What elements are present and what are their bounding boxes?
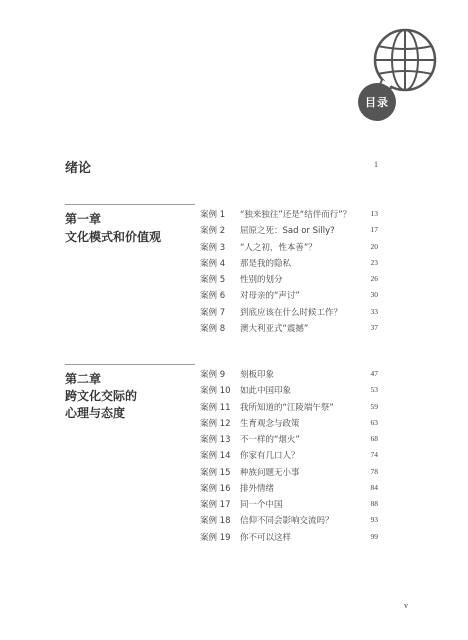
case-row[interactable] [200,255,378,271]
chapter-2-subtitle-line: 心理与态度 [65,406,126,420]
case-row[interactable] [200,447,378,463]
case-page-number: 63 [370,417,378,427]
case-title: 生育观念与政策 [240,418,300,429]
case-title: 同一个中国 [240,500,283,510]
case-title: 我所知道的“江陵端午祭” [240,402,334,413]
case-number: 案例 6 [200,291,226,302]
case-row[interactable] [200,222,378,238]
intro-title[interactable]: 绪论 [65,161,92,176]
case-row[interactable] [200,399,378,415]
case-row[interactable] [200,382,378,398]
case-title: 不一样的“烟火” [240,435,300,445]
case-page-number: 53 [370,385,378,395]
case-title: 到底应该在什么时候工作？ [240,307,343,318]
case-number: 案例 8 [200,323,226,334]
toc-badge [0,0,468,130]
case-title: 你家有几口人？ [240,451,300,462]
case-page-number: 20 [370,241,378,251]
case-number: 案例 15 [200,467,231,478]
case-page-number: 99 [370,531,378,541]
case-page-number: 93 [370,515,378,525]
case-row[interactable] [200,529,378,545]
case-row[interactable] [200,480,378,496]
case-row[interactable] [200,206,378,222]
case-title: 屈原之死：Sad or Silly? [240,226,335,237]
case-row[interactable] [200,287,378,303]
case-title: 澳大利亚式“震撼” [240,323,309,334]
case-page-number: 26 [370,274,378,283]
case-row[interactable] [200,415,378,431]
toc-label: 目录 [365,96,389,109]
case-title: 那是我的隐私 [240,258,292,269]
case-number: 案例 7 [200,307,226,318]
case-page-number: 59 [370,401,378,411]
case-row[interactable] [200,304,378,320]
chapter-1-rule [65,204,195,205]
case-title: 性别的划分 [240,275,283,285]
case-page-number: 74 [370,450,378,460]
case-title: 对母亲的“声讨” [240,291,300,302]
case-number: 案例 4 [200,258,226,269]
case-row[interactable] [200,320,378,336]
case-row[interactable] [200,431,378,447]
case-row[interactable] [200,496,378,512]
chapter-1-case-list [200,206,378,336]
case-number: 案例 17 [200,500,231,510]
case-number: 案例 19 [200,532,231,543]
footer-page-number: v [404,601,408,610]
case-number: 案例 5 [200,275,226,285]
chapter-1-subtitle [65,229,195,246]
chapter-2-case-list [200,366,378,545]
case-page-number: 68 [370,434,378,443]
case-number: 案例 10 [200,386,231,397]
chapter-1-subtitle-line: 文化模式和价值观 [65,230,162,244]
chapter-2-subtitle-line: 跨文化交际的 [65,389,138,403]
case-number: 案例 2 [200,226,226,237]
case-title: 如此中国印象 [240,386,292,397]
case-number: 案例 9 [200,370,226,380]
case-page-number: 37 [370,322,378,332]
case-page-number: 78 [370,466,378,476]
case-title: 你不可以这样 [240,532,292,543]
case-number: 案例 13 [200,435,231,445]
chapter-2-rule [65,364,195,365]
case-number: 案例 1 [200,210,226,220]
case-row[interactable] [200,366,378,382]
case-number: 案例 11 [200,402,231,413]
case-title: “独来独往”还是“结伴而行”？ [240,210,352,220]
case-title: “人之初，性本善”？ [240,242,317,253]
case-title: 刻板印象 [240,370,275,380]
case-row[interactable] [200,271,378,287]
case-number: 案例 3 [200,242,226,253]
intro-page-number: 1 [374,160,378,169]
case-page-number: 13 [370,209,378,218]
case-page-number: 30 [370,290,378,300]
case-page-number: 88 [370,499,378,508]
case-number: 案例 12 [200,418,231,429]
case-number: 案例 18 [200,516,231,527]
case-row[interactable] [200,464,378,480]
case-page-number: 17 [370,225,378,235]
case-title: 排外情绪 [240,483,275,494]
case-page-number: 47 [370,369,378,378]
case-page-number: 84 [370,482,378,492]
chapter-2-subtitle [65,388,195,422]
case-row[interactable] [200,239,378,255]
case-page-number: 33 [370,306,378,316]
case-number: 案例 14 [200,451,231,462]
case-number: 案例 16 [200,483,231,494]
chapter-2-title[interactable]: 第二章 [65,372,102,386]
case-row[interactable] [200,512,378,528]
case-title: 种族问题无小事 [240,467,300,478]
chapter-1-title[interactable]: 第一章 [65,212,102,226]
case-title: 信仰不同会影响交流吗？ [240,516,334,527]
case-page-number: 23 [370,257,378,267]
